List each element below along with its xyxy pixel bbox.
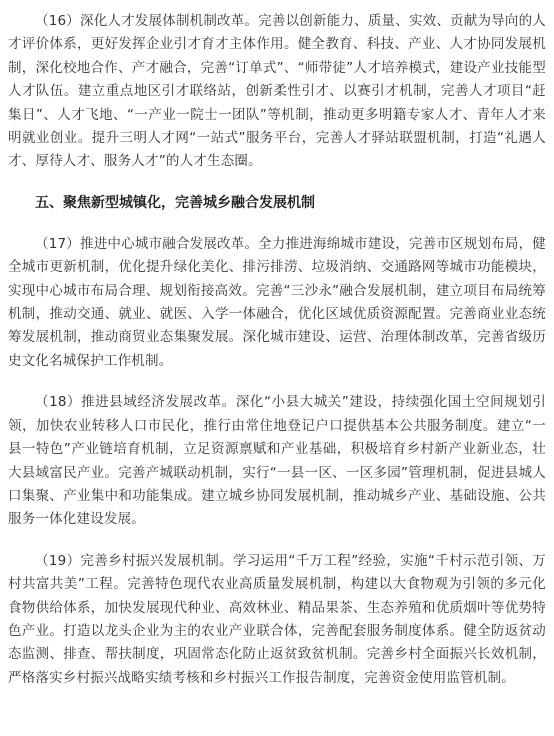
section-heading: 五、聚焦新型城镇化，完善城乡融合发展机制: [35, 194, 315, 211]
paragraph-18: （18）推进县域经济发展改革。深化“小县大城关”建设，持续强化国土空间规划引领，加快农业转移人口市民化，推行由常住地登记户口提供基本公共服务制度。建立“一县一特色”产业链培育机制，立足资源禀赋和产业基础，积极培育乡村新产业新业态，壮大县域富民产业。完善产城联动机制，实行“一县一区、一区多园”管理机制，促进县城人口集聚、产业集中和功能集成。建立城乡协同发展机制，推动城乡产业、基础设施、公共服务一体化建设发展。: [8, 394, 546, 528]
paragraph-17: （17）推进中心城市融合发展改革。全力推进海绵城市建设，完善市区规划布局，健全城市更新机制，优化提升绿化美化、排污排涝、垃圾消纳、交通路网等城市功能模块，实现中心城市布局合理、规划衔接高效。完善“三沙永”融合发展机制，建立项目布局统筹机制，推动交通、就业、就医、入学一体融合，优化区域优质资源配置。完善商业业态统筹发展机制，推动商贸业态集聚发展。深化城市建设、运营、治理体制改革，完善省级历史文化名城保护工作机制。: [8, 235, 546, 369]
paragraph-16: （16）深化人才发展体制机制改革。完善以创新能力、质量、实效、贡献为导向的人才评价体系，更好发挥企业引才育才主体作用。健全教育、科技、产业、人才协同发展机制，深化校地合作、产才融合，完善“订单式”、“师带徒”人才培养模式，建设产业技能型人才队伍。建立重点地区引才联络站，创新柔性引才、以赛引才机制，完善人才项目“赶集日”、人才飞地、“一产业一院士一团队”等机制，推动更多明籍专家人才、青年人才来明就业创业。提升三明人才网“一站式”服务平台，完善人才驿站联盟机制，打造“礼遇人才、厚待人才、服务人才”的人才生态圈。: [8, 13, 546, 170]
paragraph-spacer: [8, 373, 546, 391]
paragraph-19: （19）完善乡村振兴发展机制。学习运用“千万工程”经验，实施“千村示范引领、万村共富共美”工程。完善特色现代农业高质量发展机制，构建以大食物观为引领的多元化食物供给体系，加快发展现代种业、高效林业、精品果茶、生态养殖和优质烟叶等优势特色产业。打造以龙头企业为主的农业产业联合体，完善配套服务制度体系。健全防返贫动态监测、排查、帮扶制度，巩固常态化防止返贫致贫机制。完善乡村全面振兴长效机制，严格落实乡村振兴战略实绩考核和乡村振兴工作报告制度，完善资金使用监管机制。: [8, 552, 546, 686]
paragraph-spacer: [8, 532, 546, 550]
